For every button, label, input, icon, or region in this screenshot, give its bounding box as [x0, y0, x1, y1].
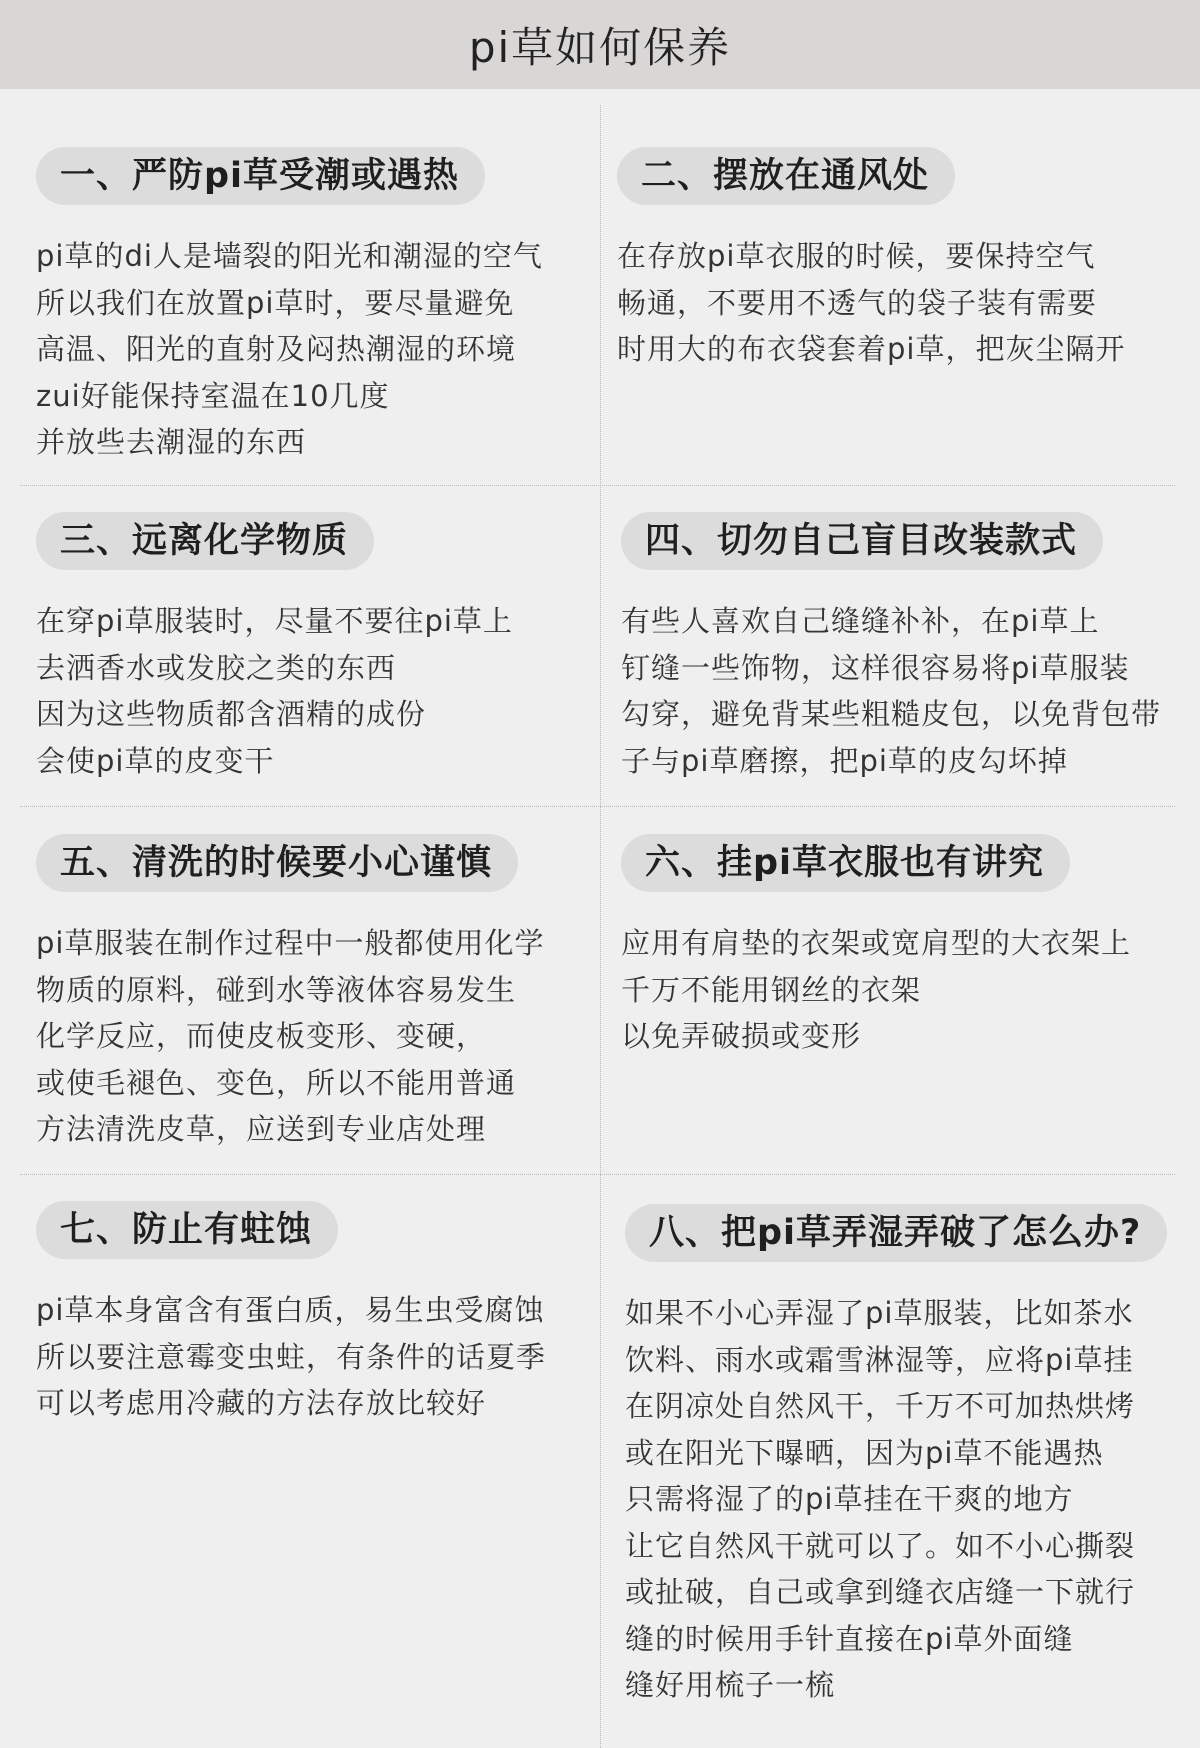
care-section-1: [36, 147, 543, 466]
care-section-8: [625, 1204, 1167, 1709]
body-line: 因为这些物质都含酒精的成份: [36, 697, 427, 731]
section-body: [36, 1287, 546, 1427]
section-title: 六、挂pi草衣服也有讲究: [621, 834, 1070, 892]
section-body: [617, 233, 1125, 373]
section-body: [625, 1290, 1167, 1709]
body-line: 缝好用梳子一梳: [625, 1668, 836, 1702]
body-line: 所以我们在放置pi草时，要尽量避免: [36, 285, 515, 320]
section-title: 三、远离化学物质: [36, 512, 374, 570]
row-divider: [20, 485, 1175, 486]
body-line: 会使pi草的皮变干: [36, 743, 275, 778]
body-line: 以免弄破损或变形: [621, 1019, 862, 1053]
body-line: 或在阳光下曝晒，因为pi草不能遇热: [625, 1435, 1104, 1470]
column-divider: [600, 105, 601, 1748]
section-title: 五、清洗的时候要小心谨慎: [36, 834, 518, 892]
care-section-7: [36, 1201, 546, 1427]
care-section-2: [617, 147, 1125, 373]
body-line: 可以考虑用冷藏的方法存放比较好: [36, 1386, 487, 1420]
body-line: zui好能保持室温在10几度: [36, 378, 390, 413]
section-body: [621, 920, 1131, 1060]
section-title: 二、摆放在通风处: [617, 147, 955, 205]
section-body: [36, 233, 543, 466]
care-section-3: [36, 512, 513, 784]
body-line: 应用有肩垫的衣架或宽肩型的大衣架上: [621, 926, 1132, 960]
body-line: 千万不能用钢丝的衣架: [621, 972, 922, 1007]
body-line: 所以要注意霉变虫蛀，有条件的话夏季: [36, 1339, 547, 1374]
body-line: 子与pi草磨擦，把pi草的皮勾坏掉: [621, 743, 1068, 778]
body-line: 让它自然风干就可以了。如不小心撕裂: [625, 1528, 1136, 1563]
care-section-6: [621, 834, 1131, 1060]
row-divider: [20, 1174, 1175, 1175]
row-divider: [20, 806, 1175, 807]
care-section-5: [36, 834, 544, 1153]
body-line: 在阴凉处自然风干，千万不可加热烘烤: [625, 1389, 1136, 1423]
body-line: 并放些去潮湿的东西: [36, 425, 307, 459]
section-title: 八、把pi草弄湿弄破了怎么办?: [625, 1204, 1167, 1262]
section-title: 一、严防pi草受潮或遇热: [36, 147, 485, 205]
body-line: 钉缝一些饰物，这样很容易将pi草服装: [621, 650, 1130, 685]
body-line: 在存放pi草衣服的时候，要保持空气: [617, 239, 1096, 273]
body-line: 只需将湿了的pi草挂在干爽的地方: [625, 1482, 1074, 1516]
body-line: pi草的di人是墙裂的阳光和潮湿的空气: [36, 239, 543, 273]
body-line: 勾穿，避免背某些粗糙皮包，以免背包带: [621, 697, 1162, 731]
section-body: [36, 598, 513, 784]
section-title: 四、切勿自己盲目改装款式: [621, 512, 1103, 570]
body-line: 有些人喜欢自己缝缝补补，在pi草上: [621, 604, 1100, 638]
body-line: 或扯破，自己或拿到缝衣店缝一下就行: [625, 1575, 1136, 1609]
body-line: 时用大的布衣袋套着pi草，把灰尘隔开: [617, 332, 1126, 366]
body-line: 缝的时候用手针直接在pi草外面缝: [625, 1621, 1074, 1656]
page-title: pi草如何保养: [468, 22, 732, 72]
care-section-4: [621, 512, 1161, 784]
body-line: 饮料、雨水或霜雪淋湿等，应将pi草挂: [625, 1342, 1134, 1377]
page-header: [0, 0, 1200, 89]
body-line: 在穿pi草服装时，尽量不要往pi草上: [36, 604, 513, 638]
section-body: [621, 598, 1161, 784]
section-title: 七、防止有蛀蚀: [36, 1201, 338, 1259]
body-line: 高温、阳光的直射及闷热潮湿的环境: [36, 332, 517, 366]
section-body: [36, 920, 544, 1153]
body-line: pi草本身富含有蛋白质，易生虫受腐蚀: [36, 1293, 545, 1327]
body-line: 方法清洗皮草，应送到专业店处理: [36, 1112, 487, 1146]
body-line: 或使毛褪色、变色，所以不能用普通: [36, 1065, 517, 1100]
body-line: pi草服装在制作过程中一般都使用化学: [36, 926, 545, 960]
body-line: 去洒香水或发胶之类的东西: [36, 650, 397, 685]
body-line: 化学反应，而使皮板变形、变硬，: [36, 1019, 487, 1053]
body-line: 物质的原料，碰到水等液体容易发生: [36, 972, 517, 1007]
body-line: 如果不小心弄湿了pi草服装，比如茶水: [625, 1296, 1134, 1330]
body-line: 畅通，不要用不透气的袋子装有需要: [617, 285, 1098, 320]
